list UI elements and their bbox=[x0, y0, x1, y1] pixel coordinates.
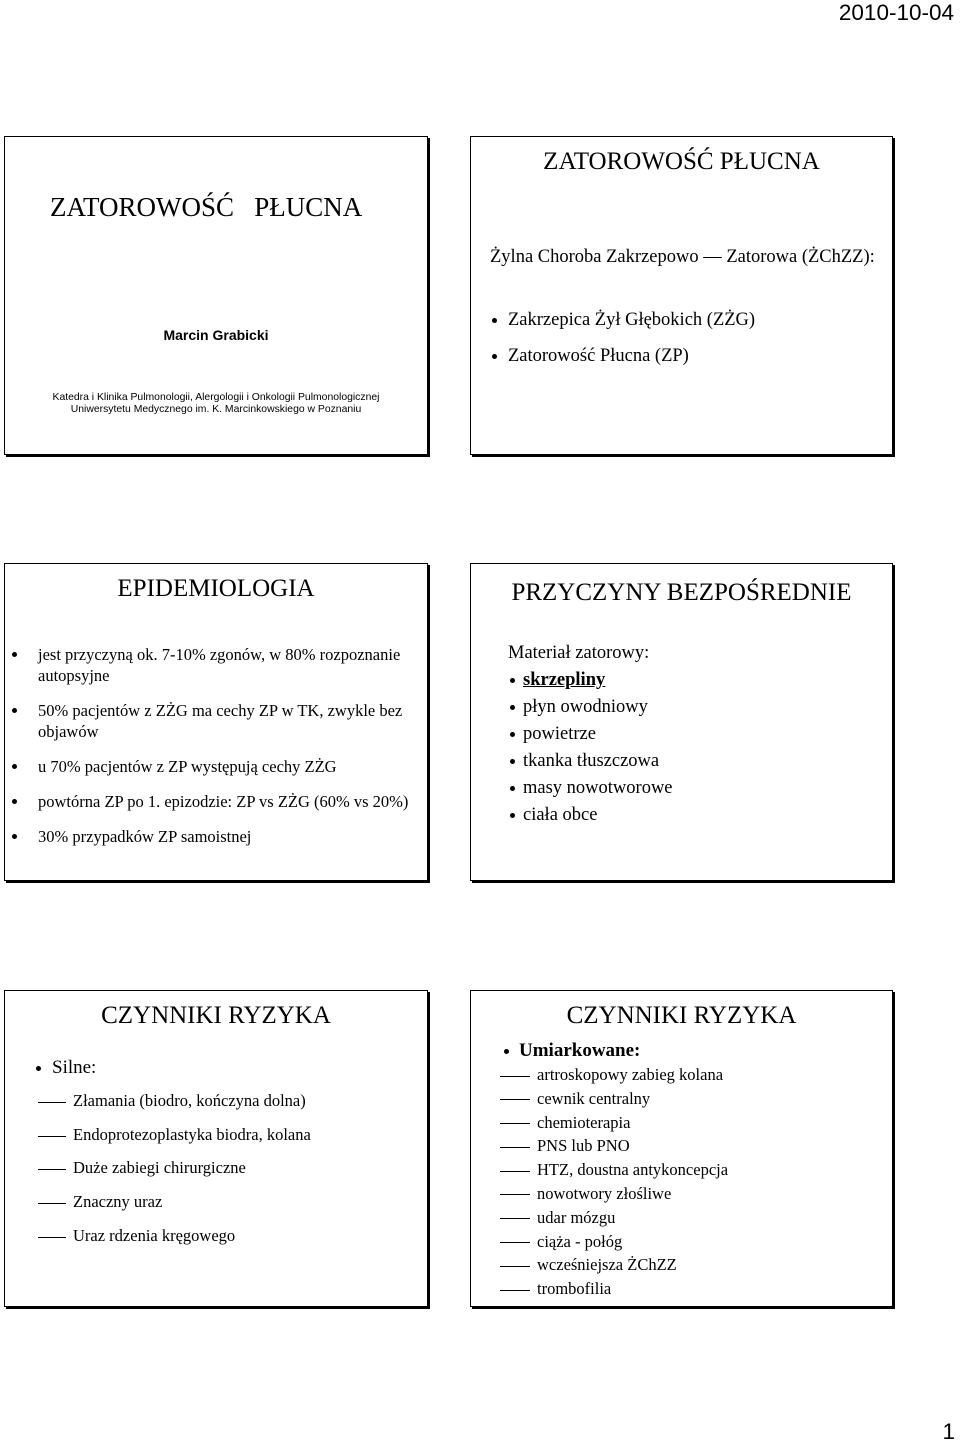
dash-text: HTZ, doustna antykoncepcja bbox=[537, 1160, 729, 1180]
dash-text: Znaczny uraz bbox=[73, 1192, 163, 1212]
dash-item bbox=[471, 1277, 728, 1301]
bullet-item bbox=[471, 667, 673, 694]
slide-epidemiology bbox=[4, 563, 428, 881]
dash-text: nowotwory złośliwe bbox=[537, 1183, 672, 1203]
dash-text: wcześniejsza ŻChZZ bbox=[537, 1255, 677, 1275]
dash-item bbox=[471, 1182, 728, 1206]
print-date: 2010-10-04 bbox=[838, 0, 954, 25]
dash-list bbox=[5, 1091, 311, 1259]
dash-item bbox=[471, 1111, 728, 1135]
slide-heading: CZYNNIKI RYZYKA bbox=[566, 1002, 797, 1029]
bullet-item bbox=[471, 748, 673, 775]
bullet-item bbox=[471, 694, 673, 721]
group-label: Umiarkowane: bbox=[471, 1040, 640, 1062]
affiliation bbox=[5, 392, 427, 416]
bullet-item bbox=[471, 345, 755, 367]
dash-list bbox=[471, 1063, 728, 1301]
bullet-text: ciała obce bbox=[523, 805, 598, 825]
bullet-item bbox=[5, 791, 423, 812]
bullet-item bbox=[471, 775, 673, 802]
slide-risk-factors-moderate bbox=[470, 990, 893, 1307]
bullet-text: u 70% pacjentów z ZP występują cechy ZŻG bbox=[38, 757, 337, 776]
dash-text: cewnik centralny bbox=[537, 1088, 651, 1108]
bullet-item bbox=[471, 802, 673, 829]
bullet-text: powtórna ZP po 1. epizodzie: ZP vs ZŻG (60% vs 20%) bbox=[38, 792, 409, 811]
dash-item bbox=[471, 1206, 728, 1230]
bullet-text: Zakrzepica Żył Głębokich (ZŻG) bbox=[508, 310, 756, 330]
dash-text: PNS lub PNO bbox=[537, 1136, 630, 1156]
dash-text: ciąża - połóg bbox=[537, 1231, 623, 1251]
bullet-list bbox=[471, 309, 755, 381]
slide-heading: ZATOROWOŚĆ PŁUCNA bbox=[50, 192, 363, 222]
slide-intro: Żylna Choroba Zakrzepowo — Zatorowa (ŻChZZ): bbox=[490, 247, 875, 267]
bullet-item bbox=[5, 826, 423, 847]
affiliation-line: Uniwersytetu Medycznego im. K. Marcinkowskiego w Poznaniu bbox=[70, 404, 362, 415]
bullet-text: powietrze bbox=[523, 724, 596, 744]
bullet-list bbox=[471, 667, 673, 829]
slide-direct-causes bbox=[470, 563, 893, 881]
bullet-text: 50% pacjentów z ZŻG ma cechy ZP w TK, zwykle bez objawów bbox=[38, 701, 403, 741]
bullet-item bbox=[471, 309, 755, 331]
slide-risk-factors-strong bbox=[4, 990, 428, 1307]
dash-text: Endoprotezoplastyka biodra, kolana bbox=[73, 1124, 311, 1144]
page-number: 1 bbox=[942, 1419, 955, 1444]
dash-text: Uraz rdzenia kręgowego bbox=[73, 1225, 236, 1245]
dash-text: artroskopowy zabieg kolana bbox=[537, 1065, 724, 1084]
dash-item bbox=[471, 1087, 728, 1111]
affiliation-line: Katedra i Klinika Pulmonologii, Alergologii i Onkologii Pulmonologicznej bbox=[52, 392, 380, 403]
bullet-text: jest przyczyną ok. 7-10% zgonów, w 80% rozpoznanie autopsyjne bbox=[38, 645, 401, 685]
bullet-list bbox=[5, 644, 423, 861]
dash-item bbox=[5, 1125, 311, 1145]
bullet-text: tkanka tłuszczowa bbox=[523, 751, 660, 771]
slide-title-page bbox=[4, 136, 428, 455]
slide-heading: ZATOROWOŚĆ PŁUCNA bbox=[543, 148, 820, 175]
slide-heading: EPIDEMIOLOGIA bbox=[117, 575, 315, 602]
slide-heading: PRZYCZYNY BEZPOŚREDNIE bbox=[511, 579, 852, 606]
dash-item bbox=[5, 1192, 311, 1212]
dash-text: trombofilia bbox=[537, 1279, 612, 1299]
slide-intro: Materiał zatorowy: bbox=[508, 643, 650, 663]
dash-item bbox=[471, 1253, 728, 1277]
dash-item bbox=[471, 1230, 728, 1254]
bullet-item bbox=[471, 721, 673, 748]
dash-text: udar mózgu bbox=[537, 1207, 616, 1227]
bullet-text: skrzepliny bbox=[523, 670, 606, 690]
dash-item bbox=[5, 1226, 311, 1246]
bullet-text: płyn owodniowy bbox=[523, 697, 648, 717]
bullet-text: 30% przypadków ZP samoistnej bbox=[38, 827, 252, 846]
slide-overview bbox=[470, 136, 893, 455]
bullet-item bbox=[5, 756, 423, 777]
bullet-item bbox=[5, 700, 423, 742]
bullet-text: masy nowotworowe bbox=[523, 778, 673, 798]
dash-text: chemioterapia bbox=[537, 1112, 631, 1132]
dash-item bbox=[471, 1134, 728, 1158]
dash-item bbox=[471, 1063, 728, 1087]
bullet-item bbox=[5, 644, 423, 686]
group-label: Silne: bbox=[5, 1057, 96, 1079]
author-name: Marcin Grabicki bbox=[163, 327, 269, 343]
dash-text: Duże zabiegi chirurgiczne bbox=[73, 1158, 246, 1178]
slide-heading: CZYNNIKI RYZYKA bbox=[101, 1002, 331, 1029]
dash-item bbox=[471, 1158, 728, 1182]
dash-item bbox=[5, 1091, 311, 1111]
dash-text: Złamania (biodro, kończyna dolna) bbox=[73, 1091, 306, 1110]
bullet-text: Zatorowość Płucna (ZP) bbox=[508, 346, 689, 366]
dash-item bbox=[5, 1158, 311, 1178]
